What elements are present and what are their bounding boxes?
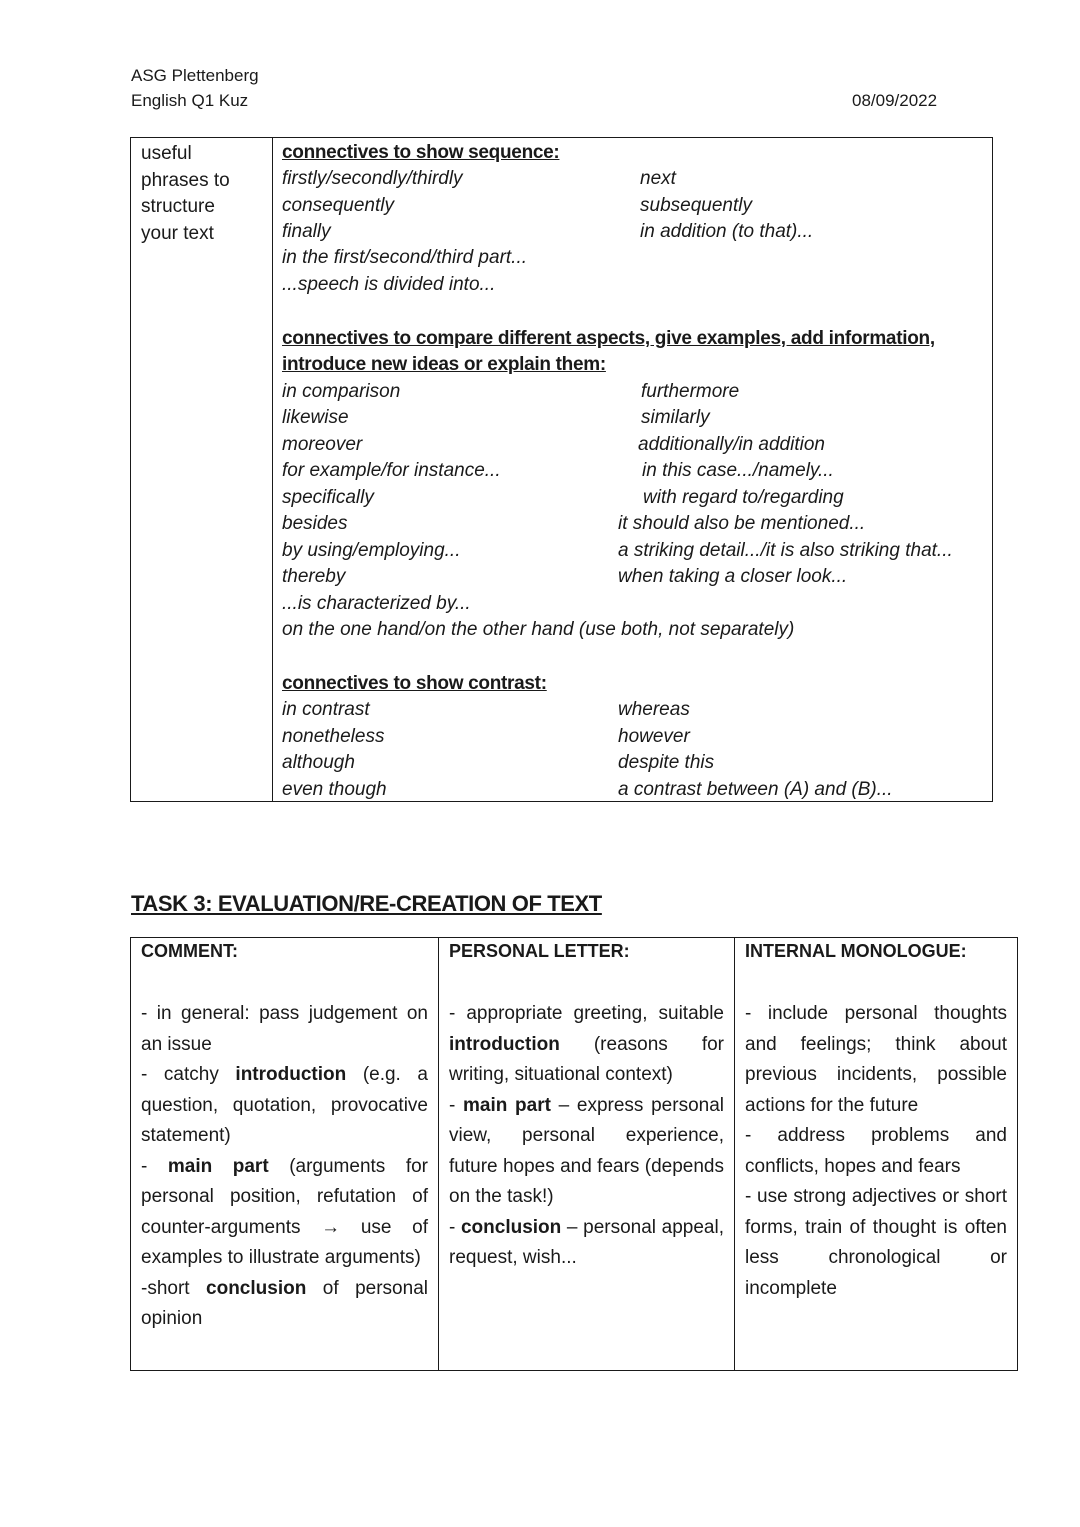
useful-phrases-table xyxy=(130,137,993,802)
row-label-line: phrases to xyxy=(141,169,230,191)
phrase: for example/for instance... xyxy=(282,460,501,481)
school-name: ASG Plettenberg xyxy=(131,66,259,85)
phrase: firstly/secondly/thirdly xyxy=(282,168,463,189)
phrase: moreover xyxy=(282,434,363,455)
phrase: it should also be mentioned... xyxy=(618,513,866,534)
section-heading-sequence: connectives to show sequence: xyxy=(282,142,560,163)
phrase: besides xyxy=(282,513,348,534)
document-date: 08/09/2022 xyxy=(852,91,938,110)
task3-table xyxy=(130,937,1018,1371)
comment-heading: COMMENT: xyxy=(141,941,238,961)
phrase: in addition (to that)... xyxy=(640,221,814,242)
monologue-item: - include personal thoughts and feelings; think about previous incidents, possible actions for the future xyxy=(745,1003,1007,1116)
phrase: in this case.../namely... xyxy=(642,460,834,481)
phrase: when taking a closer look... xyxy=(618,566,848,587)
letter-item: - appropriate greeting, suitable introduction (reasons for writing, situational context) xyxy=(449,1003,724,1085)
comment-item: - in general: pass judgement on an issue xyxy=(141,1003,428,1055)
phrase: ...speech is divided into... xyxy=(282,274,496,295)
personal-letter-body xyxy=(449,999,724,1274)
phrase: in the first/second/third part... xyxy=(282,247,528,268)
row-label xyxy=(141,141,230,247)
phrase: despite this xyxy=(618,752,715,773)
phrase: furthermore xyxy=(641,381,740,402)
monologue-item: - use strong adjectives or short forms, train of thought is often less chronological or incomplete xyxy=(745,1186,1007,1299)
phrase: consequently xyxy=(282,195,394,216)
row-label-line: your text xyxy=(141,222,214,244)
monologue-item: - address problems and conflicts, hopes and fears xyxy=(745,1125,1007,1177)
comment-body xyxy=(141,999,428,1335)
phrase: by using/employing... xyxy=(282,540,461,561)
phrase: whereas xyxy=(618,699,690,720)
comment-item: - catchy introduction (e.g. a question, quotation, provocative statement) xyxy=(141,1064,428,1146)
phrase: specifically xyxy=(282,487,374,508)
phrase: next xyxy=(640,168,676,189)
personal-letter-heading: PERSONAL LETTER: xyxy=(449,941,630,961)
phrase: although xyxy=(282,752,355,773)
section-heading-compare-cont: introduce new ideas or explain them: xyxy=(282,354,606,375)
internal-monologue-heading: INTERNAL MONOLOGUE: xyxy=(745,941,967,961)
row-label-line: structure xyxy=(141,196,215,217)
letter-item: - main part – express personal view, personal experience, future hopes and fears (depends on the task!) xyxy=(449,1094,724,1207)
phrase: ...is characterized by... xyxy=(282,593,471,614)
phrase: finally xyxy=(282,221,331,242)
phrase: in comparison xyxy=(282,381,401,402)
comment-item: - main part (arguments for personal position, refutation of counter-arguments → use of examples to illustrate arguments) xyxy=(141,1155,428,1268)
phrase: a contrast between (A) and (B)... xyxy=(618,779,893,800)
letter-item: - conclusion – personal appeal, request, wish... xyxy=(449,1216,725,1268)
section-heading-contrast: connectives to show contrast: xyxy=(282,673,547,694)
phrase: nonetheless xyxy=(282,726,385,747)
phrase: thereby xyxy=(282,566,346,587)
comment-column xyxy=(131,938,438,1370)
phrase: similarly xyxy=(641,407,710,428)
section-heading-compare: connectives to compare different aspects, give examples, add information, xyxy=(282,328,935,349)
personal-letter-column xyxy=(438,938,734,1370)
phrase: likewise xyxy=(282,407,349,428)
internal-monologue-body xyxy=(745,999,1007,1304)
internal-monologue-column xyxy=(734,938,1017,1370)
phrase: subsequently xyxy=(640,195,752,216)
phrase: a striking detail.../it is also striking that... xyxy=(618,540,953,561)
phrase: however xyxy=(618,726,690,747)
row-label-line: useful xyxy=(141,143,192,164)
phrase: additionally/in addition xyxy=(638,434,825,455)
phrase: even though xyxy=(282,779,387,800)
phrase: in contrast xyxy=(282,699,370,720)
phrase: with regard to/regarding xyxy=(643,487,844,508)
course-name: English Q1 Kuz xyxy=(131,91,249,110)
task3-title: TASK 3: EVALUATION/RE-CREATION OF TEXT xyxy=(131,891,602,916)
column-divider xyxy=(272,138,273,801)
comment-item: -short conclusion of personal opinion xyxy=(141,1277,428,1329)
phrase: on the one hand/on the other hand (use both, not separately) xyxy=(282,619,795,640)
